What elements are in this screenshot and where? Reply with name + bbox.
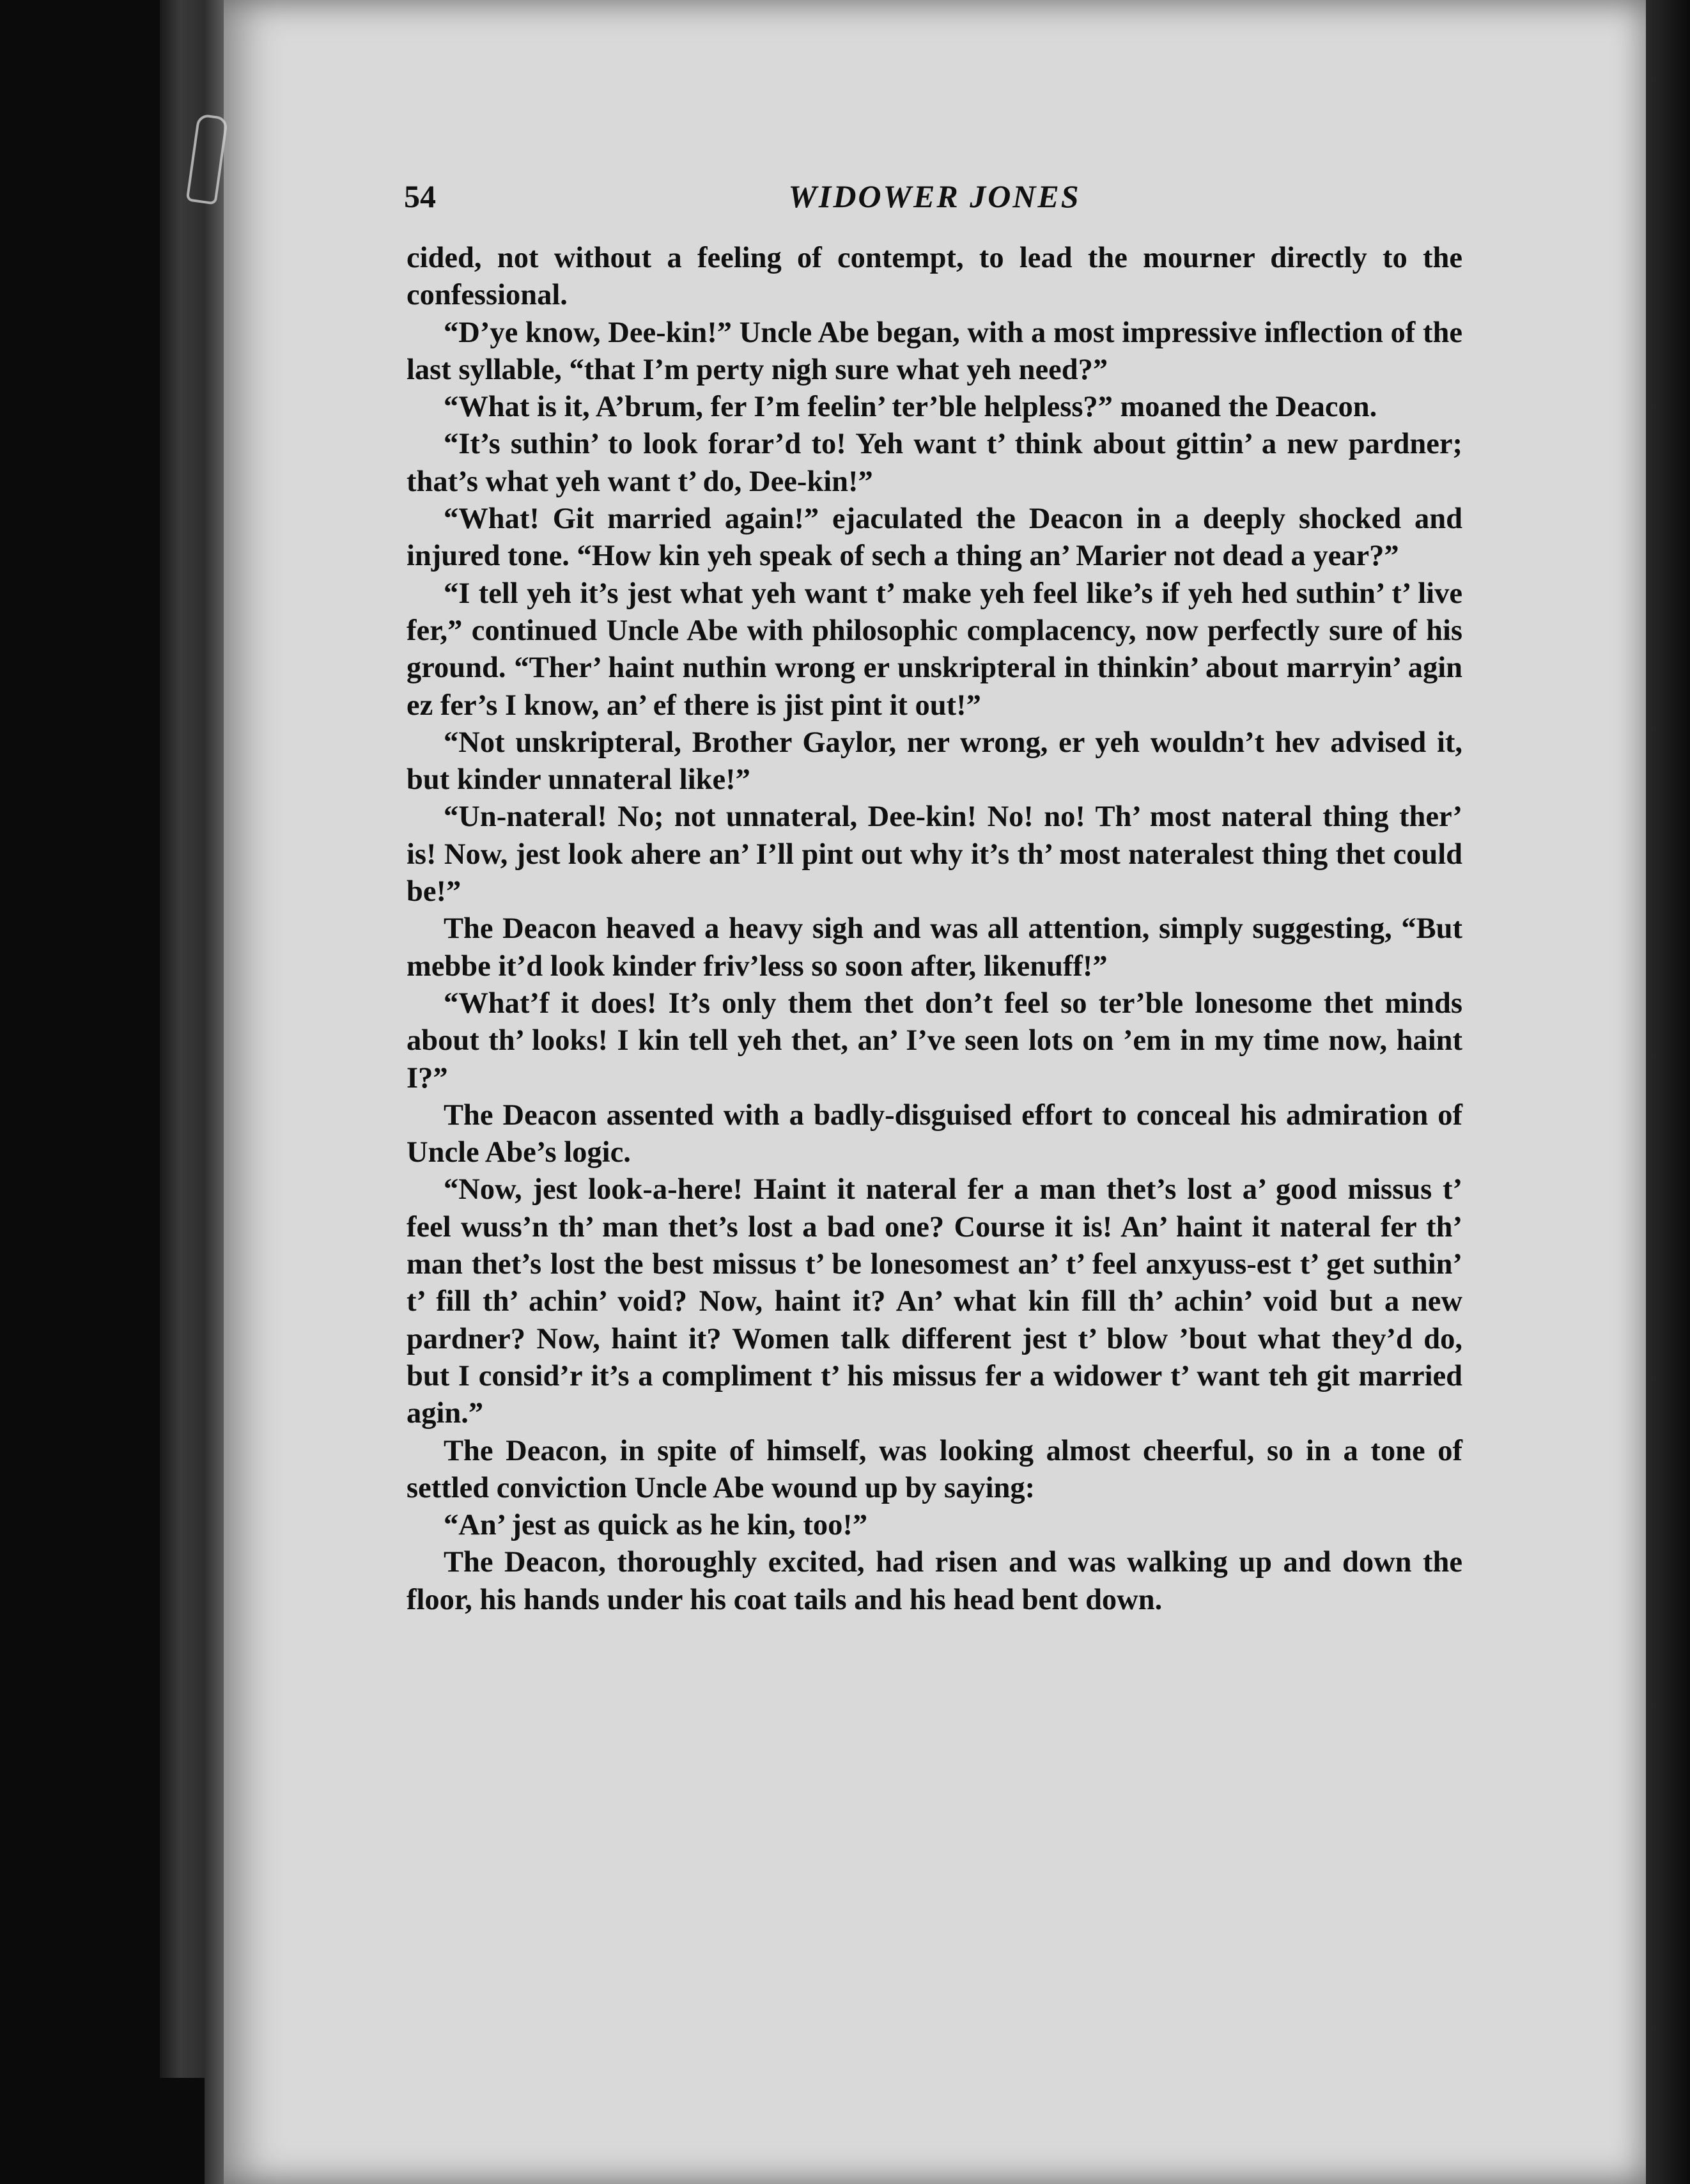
book-title: WIDOWER JONES	[788, 178, 1081, 214]
paragraph: cided, not without a feeling of contempt, to lead the mourner directly to the confessional.	[407, 242, 1462, 312]
paragraph: The Deacon, thoroughly excited, had risen and was walking up and down the floor, his hands under his coat tails and his head bent down.	[407, 1546, 1462, 1616]
paragraph: “What is it, A’brum, fer I’m feelin’ ter’ble helpless?” moaned the Deacon.	[444, 391, 1377, 424]
book-binding-edge	[160, 0, 211, 2078]
paragraph: The Deacon, in spite of himself, was looking almost cheerful, so in a tone of settled conviction Uncle Abe wound up by saying:	[407, 1434, 1462, 1504]
page-number: 54	[404, 178, 436, 214]
running-head	[404, 174, 1465, 219]
paragraph: “It’s suthin’ to look forar’d to! Yeh want t’ think about gittin’ a new pardner; that’s what yeh want t’ do, Dee-kin!”	[407, 428, 1462, 498]
paragraph: The Deacon assented with a badly-disguised effort to conceal his admiration of Uncle Abe’s logic.	[407, 1098, 1462, 1169]
page-right-edge	[1646, 0, 1690, 2184]
paragraph: “Not unskripteral, Brother Gaylor, ner wrong, er yeh wouldn’t hev advised it, but kinder unnateral like!”	[407, 726, 1462, 797]
paragraph: “What’f it does! It’s only them thet don’t feel so ter’ble lonesome thet minds about th’ looks! I kin tell yeh thet, an’ I’ve seen lots on ’em in my time now, haint I?”	[407, 987, 1462, 1095]
paragraph: “I tell yeh it’s jest what yeh want t’ make yeh feel like’s if yeh hed suthin’ t’ live fer,” continued Uncle Abe with philosophic complacency, now perfectly sure of his ground. “Ther’ haint nuthin wrong er unskripteral in thinkin’ about marryin’ agin ez fer’s I know, an’ ef there is jist pint it out!”	[407, 577, 1462, 722]
paragraph: “What! Git married again!” ejaculated the Deacon in a deeply shocked and injured tone. “How kin yeh speak of sech a thing an’ Marier not dead a year?”	[407, 503, 1462, 573]
paragraph: The Deacon heaved a heavy sigh and was all attention, simply suggesting, “But mebbe it’d look kinder friv’less so soon after, likenuff!”	[407, 912, 1462, 983]
paragraph: “Un-nateral! No; not unnateral, Dee-kin! No! no! Th’ most nateral thing ther’ is! Now, jest look ahere an’ I’ll pint out why it’s th’ most nateralest thing thet could be!”	[407, 800, 1462, 909]
paragraph: “Now, jest look-a-here! Haint it nateral fer a man thet’s lost a’ good missus t’ feel wuss’n th’ man thet’s lost a bad one? Course it is! An’ haint it nateral fer th’ man thet’s lost the best missus t’ be lonesomest an’ t’ feel anxyuss-est t’ get suthin’ t’ fill th’ achin’ void? Now, haint it? An’ what kin fill th’ achin’ void but a new pardner? Now, haint it? Women talk different jest t’ blow ’bout what they’d do, but I consid’r it’s a compliment t’ his missus fer a widower t’ want teh git married agin.”	[407, 1173, 1462, 1430]
paragraph: “D’ye know, Dee-kin!” Uncle Abe began, with a most impressive inflection of the last syllable, “that I’m perty nigh sure what yeh need?”	[407, 316, 1462, 386]
body-text	[407, 240, 1462, 1619]
paragraph: “An’ jest as quick as he kin, too!”	[444, 1509, 868, 1542]
